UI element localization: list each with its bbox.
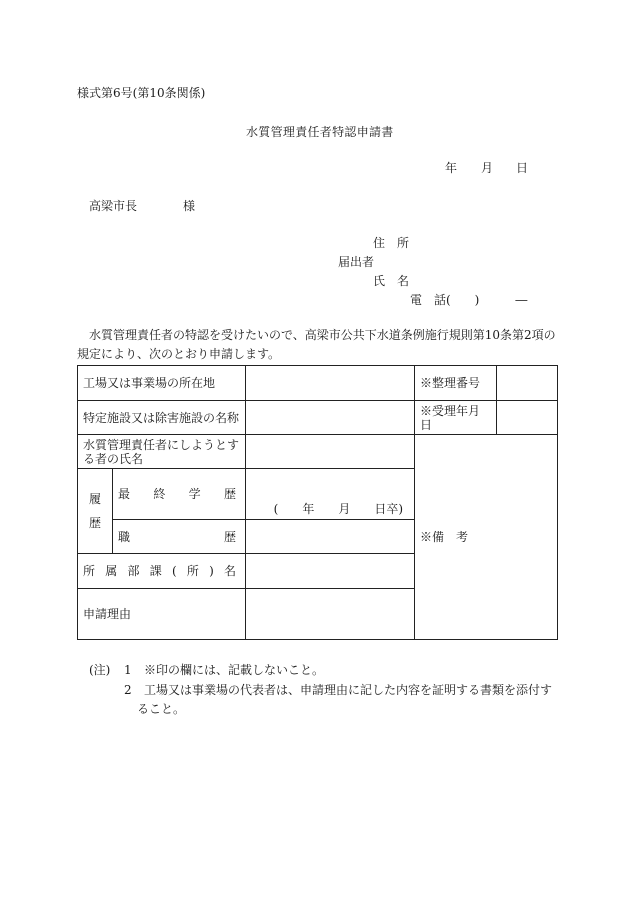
department-field[interactable] <box>246 554 415 589</box>
date-day-label: 日 <box>516 161 529 175</box>
note-1-number: 1 <box>124 663 132 677</box>
reference-number-field <box>497 366 558 401</box>
note-1-text: ※印の欄には、記載しないこと。 <box>144 663 325 677</box>
receipt-date-label: ※受理年月日 <box>415 401 497 435</box>
name-label: 氏 名 <box>373 274 410 288</box>
manager-name-label-line1: 水質管理責任者にしようとす <box>83 437 240 452</box>
manager-name-field[interactable] <box>246 435 415 469</box>
department-label: 所 属 部 課 ( 所 ) 名 <box>78 554 246 589</box>
addressee: 高梁市長 <box>89 199 138 213</box>
note-2-number: 2 <box>124 683 132 697</box>
facility-name-label: 特定施設又は除害施設の名称 <box>78 401 246 435</box>
reference-number-label: ※整理番号 <box>415 366 497 401</box>
history-label-char2: 歴 <box>88 516 101 530</box>
phone-label: 電 話( ) ― <box>410 293 528 307</box>
career-field[interactable] <box>246 520 415 554</box>
career-label: 職 歴 <box>113 520 246 554</box>
address-label: 住 所 <box>373 236 410 250</box>
document-title: 水質管理責任者特認申請書 <box>246 125 394 139</box>
reason-label: 申請理由 <box>78 589 246 640</box>
factory-location-label: 工場又は事業場の所在地 <box>78 366 246 401</box>
receipt-date-field <box>497 401 558 435</box>
notes-label: (注) <box>89 663 111 677</box>
education-label: 最 終 学 歴 <box>113 469 246 520</box>
note-2-text-line1: 工場又は事業場の代表者は、申請理由に記した内容を証明する書類を添付す <box>144 683 553 697</box>
facility-name-field[interactable] <box>246 401 415 435</box>
application-form-table <box>77 365 558 640</box>
date-year-label: 年 <box>445 161 458 175</box>
intro-text-line2: 規定により、次のとおり申請します。 <box>77 347 281 361</box>
history-label-char1: 履 <box>88 492 101 506</box>
manager-name-label <box>78 435 246 469</box>
intro-text-line1: 水質管理責任者の特認を受けたいので、高梁市公共下水道条例施行規則第10条第2項の <box>77 328 556 342</box>
manager-name-label-line2: る者の氏名 <box>83 451 144 466</box>
reason-field[interactable] <box>246 589 415 640</box>
date-month-label: 月 <box>481 161 494 175</box>
factory-location-field[interactable] <box>246 366 415 401</box>
remarks-cell <box>415 435 558 640</box>
form-number: 様式第6号(第10条関係) <box>77 86 206 100</box>
honorific: 様 <box>183 199 196 213</box>
graduation-date-text: ( 年 月 日卒) <box>273 502 404 516</box>
applicant-role-label: 届出者 <box>338 255 375 269</box>
note-2-text-line2: ること。 <box>137 702 186 716</box>
education-field[interactable] <box>246 469 415 520</box>
history-label <box>78 469 113 554</box>
remarks-label: ※備 考 <box>420 530 469 544</box>
